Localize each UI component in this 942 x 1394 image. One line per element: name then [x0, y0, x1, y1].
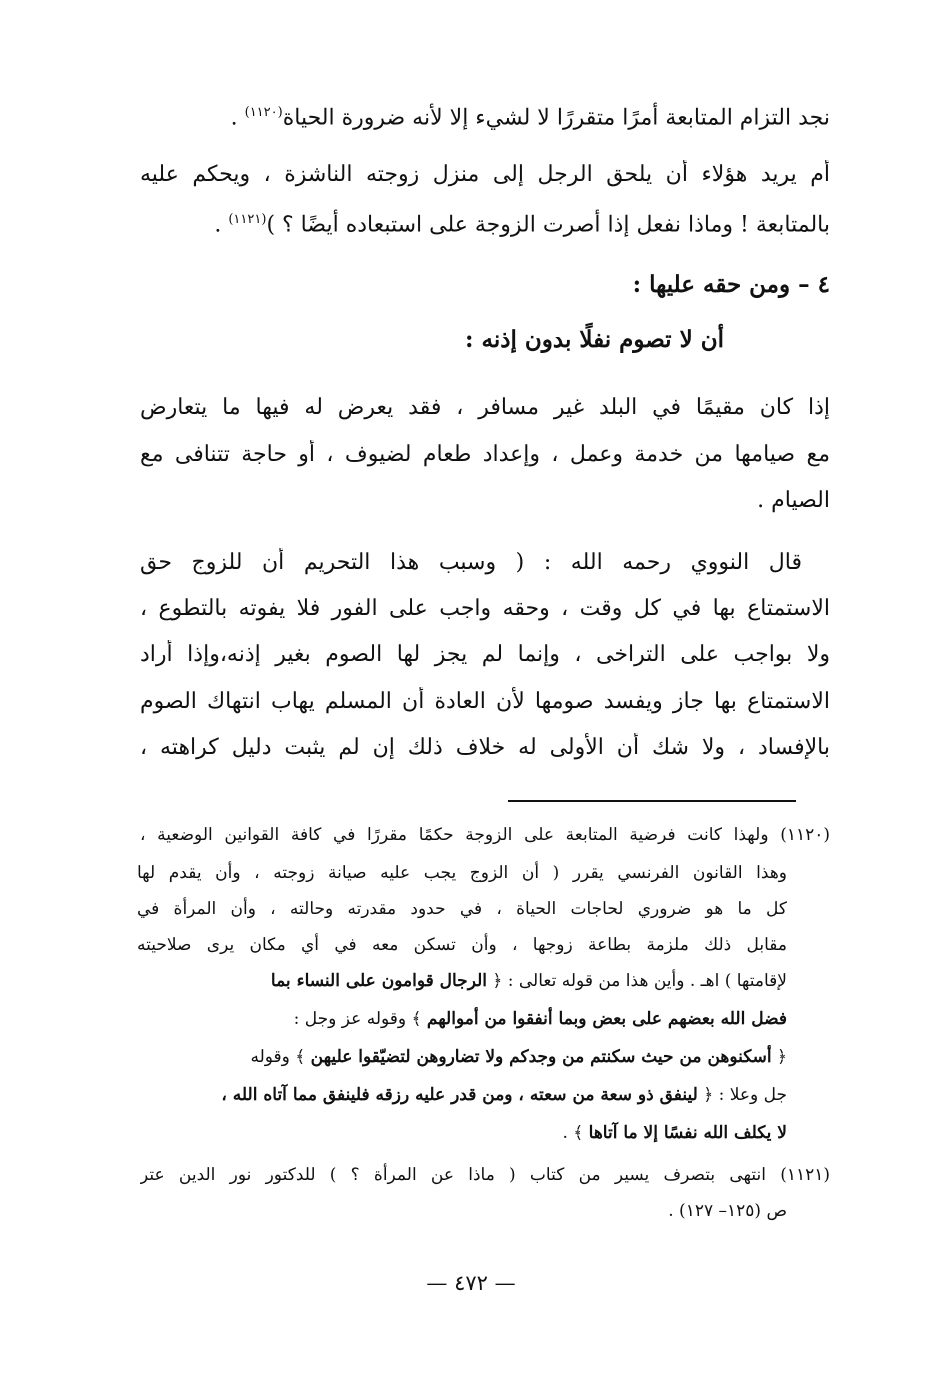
quran-quote: فضل الله بعضهم على بعض وبما أنفقوا من أموالهم — [426, 1009, 787, 1029]
section-heading: ٤ – ومن حقه عليها : — [632, 271, 830, 298]
quran-quote: لا يكلف الله نفسًا إلا ما آتاها — [588, 1123, 787, 1143]
body-line: الاستمتاع بها جاز ويفسد صومها لأن العادة أن المسلم يهاب انتهاك الصوم — [140, 689, 830, 714]
footnote-separator — [508, 800, 796, 802]
footnote-line: (١١٢٠) ولهذا كانت فرضية المتابعة على الزوجة حكمًا مقررًا في كافة القوانين الوضعية ، — [140, 825, 830, 845]
body-line: قال النووي رحمه الله : ( وسبب هذا التحريم أن للزوج حق — [140, 550, 802, 575]
quran-quote: الرجال قوامون على النساء بما — [270, 971, 487, 991]
body-line: الصيام . — [757, 488, 830, 513]
footnote-ref: (١١٢١) — [228, 212, 267, 227]
footnote-line: جل وعلا : ﴿ لينفق ذو سعة من سعته ، ومن قدر عليه رزقه فلينفق مما آتاه الله ، — [221, 1085, 787, 1105]
body-line: أم يريد هؤلاء أن يلحق الرجل إلى منزل زوجته الناشزة ، ويحكم عليه — [140, 162, 830, 187]
quran-quote: لينفق ذو سعة من سعته ، ومن قدر عليه رزقه فلينفق مما آتاه الله ، — [221, 1085, 698, 1105]
body-line: ولا بواجب على التراخى ، وإنما لم يجز لها الصوم بغير إذنه،وإذا أراد — [140, 642, 830, 667]
page-number: — ٤٧٢ — — [426, 1271, 516, 1295]
footnote-ref: (١١٢٠) — [244, 105, 283, 120]
footnote-line: لإقامتها ) اهـ . وأين هذا من قوله تعالى : ﴿ الرجال قوامون على النساء بما — [270, 971, 787, 991]
footnote-line: ﴿ أسكنوهن من حيث سكنتم من وجدكم ولا تضاروهن لتضيّقوا عليهن ﴾ وقوله — [250, 1047, 787, 1067]
footnote-line: فضل الله بعضهم على بعض وبما أنفقوا من أموالهم ﴾ وقوله عز وجل : — [293, 1009, 787, 1029]
body-line: نجد التزام المتابعة أمرًا متقررًا لا لشيء إلا لأنه ضرورة الحياة$^{(١١٢٠)}$ . — [230, 105, 830, 131]
body-line: إذا كان مقيمًا في البلد غير مسافر ، فقد يعرض له فيها ما يتعارض — [140, 395, 830, 420]
footnote-line: لا يكلف الله نفسًا إلا ما آتاها ﴾ . — [562, 1123, 787, 1143]
footnote-line: كل ما هو ضروري لحاجات الحياة ، في حدود مقدرته وحالته ، وأن المرأة في — [137, 899, 787, 919]
footnote-line: مقابل ذلك ملزمة بطاعة زوجها ، وأن تسكن معه في أي مكان يرى صلاحيته — [137, 935, 787, 955]
footnote-line: وهذا القانون الفرنسي يقرر ( أن الزوج يجب عليه صيانة زوجته ، وأن يقدم لها — [137, 863, 787, 883]
body-line: مع صيامها من خدمة وعمل ، وإعداد طعام لضيوف ، أو حاجة تتنافى مع — [140, 442, 830, 467]
footnote-line: ص (١٢٥– ١٢٧) . — [668, 1201, 787, 1221]
quran-quote: أسكنوهن من حيث سكنتم من وجدكم ولا تضاروهن لتضيّقوا عليهن — [310, 1047, 772, 1067]
section-subheading: أن لا تصوم نفلًا بدون إذنه : — [465, 326, 724, 353]
body-line: بالإفساد ، ولا شك أن الأولى له خلاف ذلك إن لم يثبت دليل كراهته ، — [140, 735, 830, 760]
body-line: بالمتابعة ! وماذا نفعل إذا أصرت الزوجة على استبعاده أيضًا ؟ )$^{(١١٢١)}$ . — [214, 212, 830, 238]
footnote-line: (١١٢١) انتهى بتصرف يسير من كتاب ( ماذا عن المرأة ؟ ) للدكتور نور الدين عتر — [140, 1165, 830, 1185]
body-line: الاستمتاع بها في كل وقت ، وحقه واجب على الفور فلا يفوته بالتطوع ، — [140, 596, 830, 621]
